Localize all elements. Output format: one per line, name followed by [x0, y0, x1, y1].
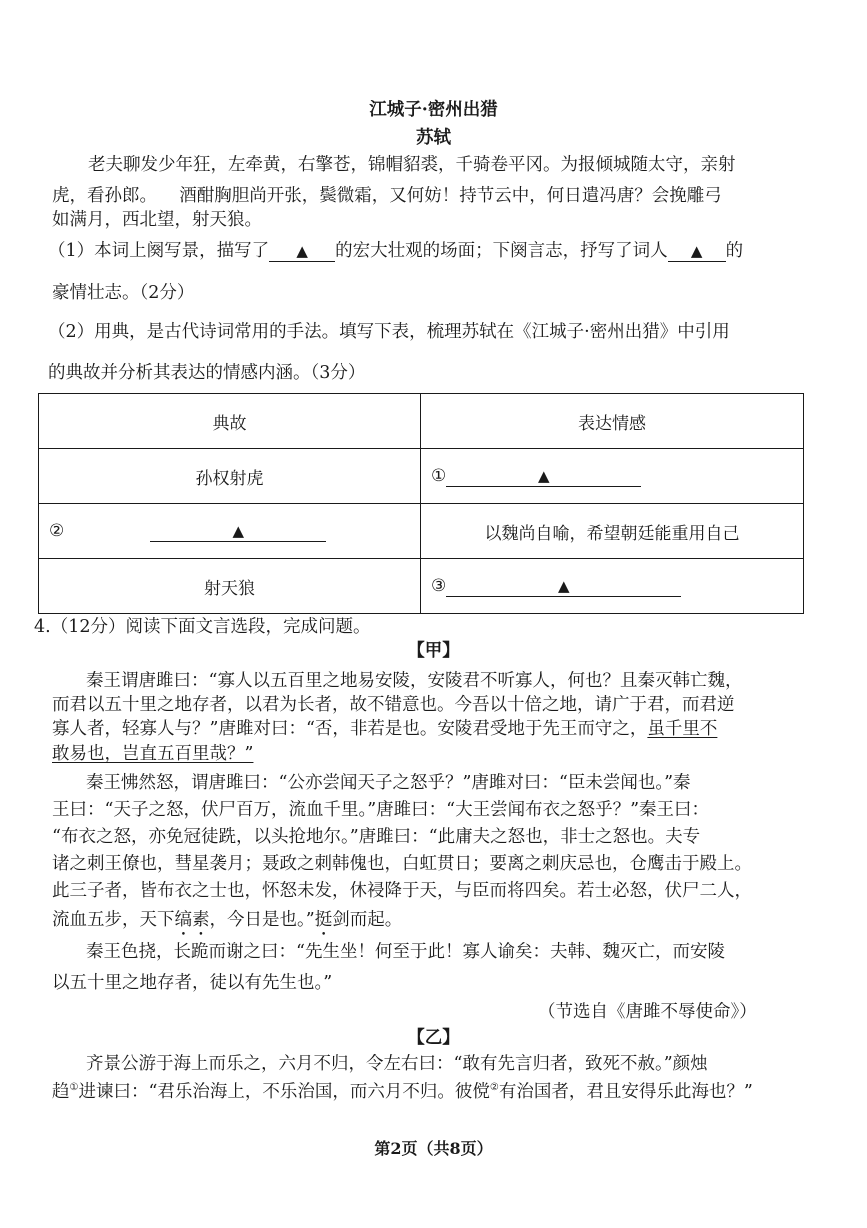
answer-blank[interactable]: [446, 576, 681, 597]
circled-number: ②: [49, 520, 65, 541]
passage-line: 秦王谓唐雎曰：“寡人以五百里之地易安陵，安陵君不听寡人，何也？且秦灭韩亡魏，: [86, 671, 743, 691]
passage-line: [52, 1083, 753, 1101]
question-1-text: 的宏大壮观的场面；下阕言志，抒写了词人: [335, 241, 668, 261]
emotion-cell[interactable]: [421, 559, 804, 614]
answer-blank[interactable]: [668, 243, 726, 262]
question-2-line2: 的典故并分析其表达的情感内涵。（3分）: [48, 363, 366, 383]
passage-line: 以五十里之地存者，徒以有先生也。”: [52, 973, 333, 993]
footnote-marker: ①: [69, 1082, 79, 1093]
column-header: 典故: [39, 394, 421, 449]
table-row: [39, 504, 804, 559]
table-header-row: [39, 394, 804, 449]
section-yi-header: 【乙】: [407, 1028, 460, 1048]
passage-line: “布衣之怒，亦免冠徒跣，以头抢地尔。”唐雎曰：“此庸夫之怒也，非士之怒也。夫专: [52, 827, 701, 847]
triangle-marker-icon: ▲: [232, 521, 245, 540]
emphasized-word: 缟素: [174, 910, 210, 930]
question-1-line2: 豪情壮志。（2分）: [52, 283, 195, 303]
answer-blank[interactable]: [446, 466, 641, 487]
underlined-sentence: 虽千里不: [647, 719, 718, 739]
poem-author: 苏轼: [416, 128, 451, 148]
passage-text: 进谏曰：“君乐治海上，不乐治国，而六月不归。彼傥: [78, 1081, 490, 1102]
emotion-cell[interactable]: [421, 449, 804, 504]
passage-line: 而君以五十里之地存者，以君为长者，故不错意也。今吾以十倍之地，请广于君，而君逆: [52, 695, 735, 715]
column-header: 表达情感: [421, 394, 804, 449]
passage-text: 有治国者，君且安得乐此海也？”: [498, 1081, 753, 1102]
passage-source: （节选自《唐雎不辱使命》）: [538, 1002, 757, 1022]
poem-line: 老夫聊发少年狂，左牵黄，右擎苍，锦帽貂裘，千骑卷平冈。为报倾城随太守，亲射: [88, 155, 736, 175]
passage-line: 王曰：“天子之怒，伏尸百万，流血千里。”唐雎曰：“大王尝闻布衣之怒乎？”秦王曰：: [52, 800, 710, 820]
passage-line: 秦王色挠，长跪而谢之曰：“先生坐！何至于此！寡人谕矣：夫韩、魏灭亡，而安陵: [86, 942, 725, 962]
emphasized-word: 挺: [314, 910, 333, 930]
allusion-table: [38, 393, 804, 614]
footnote-marker: ②: [489, 1082, 499, 1093]
allusion-cell[interactable]: [39, 504, 421, 559]
question-1-text: 的: [725, 241, 744, 261]
underlined-sentence: 敢易也，岂直五百里哉？”: [52, 744, 254, 764]
section-jia-header: 【甲】: [407, 641, 460, 661]
triangle-marker-icon: ▲: [296, 242, 308, 260]
passage-line: 秦王怫然怒，谓唐雎曰：“公亦尝闻天子之怒乎？”唐雎对曰：“臣未尝闻也。”秦: [86, 773, 691, 793]
answer-blank[interactable]: [150, 521, 326, 542]
poem-title: 江城子·密州出猎: [369, 100, 498, 120]
table-row: [39, 449, 804, 504]
question-4-intro: 4.（12分）阅读下面文言选段，完成问题。: [34, 617, 371, 637]
question-2-line1: （2）用典，是古代诗词常用的手法。填写下表，梳理苏轼在《江城子·密州出猎》中引用: [48, 322, 730, 342]
allusion-cell: 射天狼: [39, 559, 421, 614]
passage-text: 剑而起。: [332, 910, 403, 930]
question-1-text: （1）本词上阕写景，描写了: [48, 241, 270, 261]
triangle-marker-icon: ▲: [690, 242, 703, 260]
circled-number: ①: [431, 465, 447, 486]
answer-blank[interactable]: [269, 243, 335, 262]
passage-text: 寡人者，轻寡人与？”唐雎对曰：“否，非若是也。安陵君受地于先王而守之，: [52, 719, 648, 739]
passage-text: ，今日是也。”: [209, 910, 315, 930]
passage-line: [52, 910, 402, 940]
table-row: [39, 559, 804, 614]
triangle-marker-icon: ▲: [557, 576, 570, 595]
passage-text: 趋: [52, 1081, 70, 1102]
circled-number: ③: [431, 575, 447, 596]
triangle-marker-icon: ▲: [537, 466, 550, 485]
question-1: [48, 243, 743, 262]
poem-line: 如满月，西北望，射天狼。: [52, 210, 262, 230]
passage-text: 流血五步，天下: [52, 910, 175, 930]
passage-line: 此三子者，皆布衣之士也，怀怒未发，休祲降于天，与臣而将四矣。若士必怒，伏尸二人，: [52, 881, 752, 901]
allusion-cell: 孙权射虎: [39, 449, 421, 504]
emotion-cell: 以魏尚自喻，希望朝廷能重用自己: [421, 504, 804, 559]
passage-line: [52, 721, 717, 739]
page-number: 第2页（共8页）: [374, 1139, 493, 1158]
passage-line: 齐景公游于海上而乐之，六月不归，令左右曰：“敢有先言归者，致死不赦。”颜烛: [86, 1054, 708, 1074]
passage-line: 诸之刺王僚也，彗星袭月；聂政之刺韩傀也，白虹贯日；要离之刺庆忌也，仓鹰击于殿上。: [52, 854, 752, 874]
poem-line: 虎，看孙郎。 酒酣胸胆尚开张，鬓微霜，又何妨！持节云中，何日遣冯唐？会挽雕弓: [52, 186, 722, 206]
